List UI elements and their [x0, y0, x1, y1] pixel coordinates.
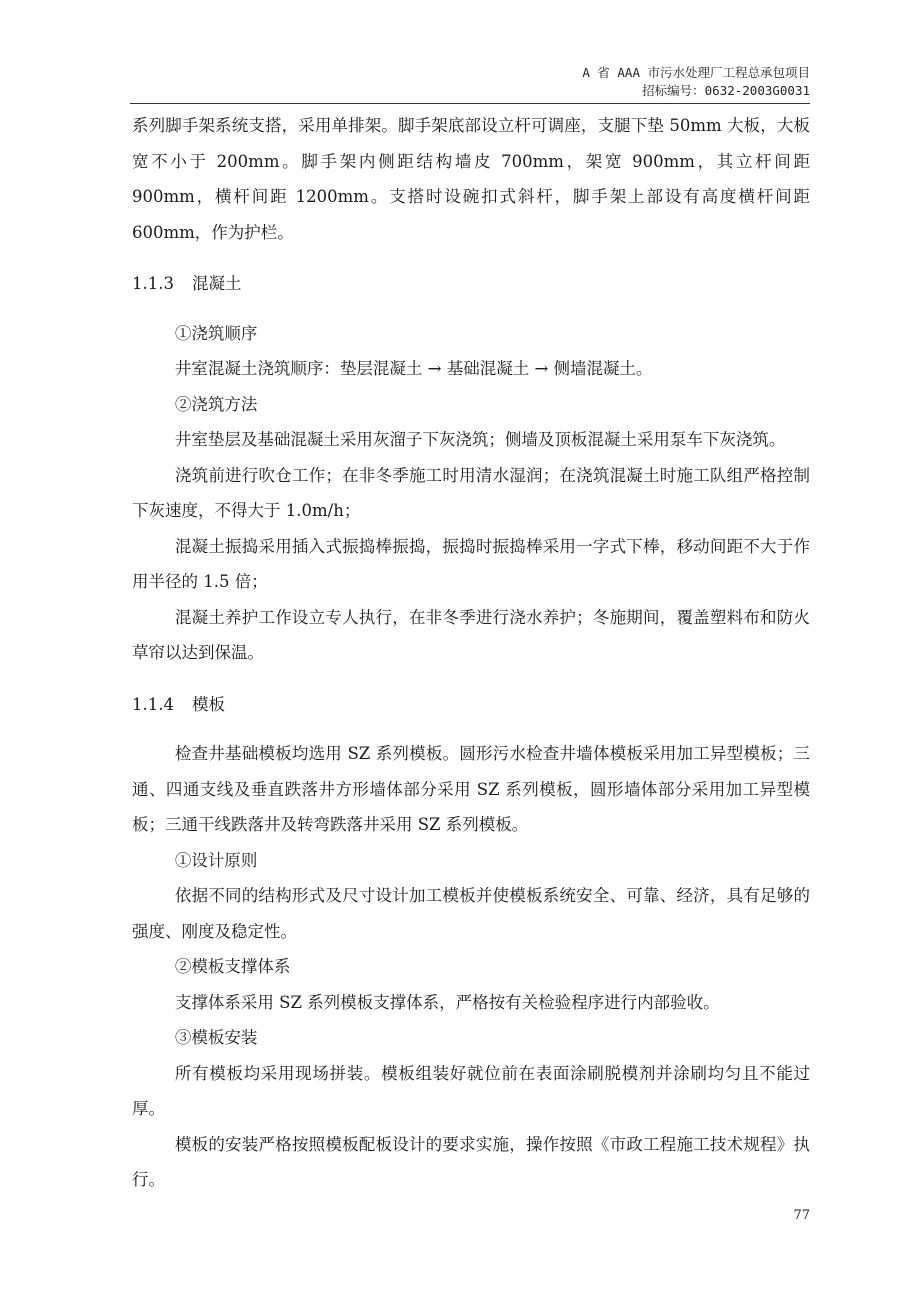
- paragraph-installation-spec: 模板的安装严格按照模板配板设计的要求实施，操作按照《市政工程施工技术规程》执行。: [132, 1134, 810, 1189]
- paragraph-formwork-selection: 检查井基础模板均选用 SZ 系列模板。圆形污水检查井墙体模板采用加工异型模板；三通、四通支线及垂直跌落井方形墙体部分采用 SZ 系列模板，圆形墙体部分采用加工异型模板；三通干线跌落井及转弯跌落井采用 SZ 系列模板。: [132, 744, 810, 834]
- subheading-support-system: ②模板支撑体系: [174, 957, 291, 976]
- paragraph-scaffold: 系列脚手架系统支搭，采用单排架。脚手架底部设立杆可调座，支腿下垫 50mm 大板，大板宽不小于 200mm。脚手架内侧距结构墙皮 700mm，架宽 900mm，其立杆间距 900mm，横杆间距 1200mm。支搭时设碗扣式斜杆，脚手架上部设有高度横杆间距 600mm，作为护栏。: [132, 116, 810, 242]
- paragraph-installation: 所有模板均采用现场拼装。模板组装好就位前在表面涂刷脱模剂并涂刷均匀且不能过厚。: [132, 1063, 810, 1118]
- page-number: 77: [793, 1208, 810, 1223]
- section-heading-concrete: [132, 266, 810, 302]
- page-header: [582, 64, 810, 100]
- paragraph-pre-pour: 浇筑前进行吹仓工作；在非冬季施工时用清水湿润；在浇筑混凝土时施工队组严格控制下灰速度，不得大于 1.0m/h；: [132, 465, 810, 520]
- section-heading-formwork: [132, 687, 810, 723]
- paragraph-pouring-order: 井室混凝土浇筑顺序：垫层混凝土 → 基础混凝土 → 侧墙混凝土。: [174, 359, 653, 378]
- subheading-pouring-method: ②浇筑方法: [174, 394, 258, 414]
- paragraph-pouring-method: 井室垫层及基础混凝土采用灰溜子下灰浇筑；侧墙及顶板混凝土采用泵车下灰浇筑。: [174, 430, 786, 449]
- section-number: 1.1.3: [132, 274, 174, 293]
- document-body: [132, 108, 810, 1198]
- tender-number: 招标编号：0632-2003G0031: [642, 83, 810, 98]
- paragraph-curing: 混凝土养护工作设立专人执行，在非冬季进行浇水养护；冬施期间，覆盖塑料布和防火草帘以达到保温。: [132, 607, 810, 662]
- project-title: A 省 AAA 市污水处理厂工程总承包项目: [582, 65, 810, 80]
- subheading-installation: ③模板安装: [174, 1028, 258, 1047]
- paragraph-vibration: 混凝土振捣采用插入式振捣棒振捣，振捣时振捣棒采用一字式下棒，移动间距不大于作用半径的 1.5 倍；: [132, 536, 810, 591]
- header-divider: [130, 103, 810, 104]
- section-title: 混凝土: [191, 274, 242, 293]
- section-number: 1.1.4: [132, 694, 174, 714]
- subheading-pouring-order: ①浇筑顺序: [174, 323, 258, 343]
- paragraph-design-principle: 依据不同的结构形式及尺寸设计加工模板并使模板系统安全、可靠、经济，具有足够的强度、刚度及稳定性。: [132, 886, 810, 941]
- subheading-design-principle: ①设计原则: [174, 850, 258, 870]
- paragraph-support-system: 支撑体系采用 SZ 系列模板支撑体系，严格按有关检验程序进行内部验收。: [174, 992, 720, 1012]
- section-title: 模板: [191, 694, 225, 714]
